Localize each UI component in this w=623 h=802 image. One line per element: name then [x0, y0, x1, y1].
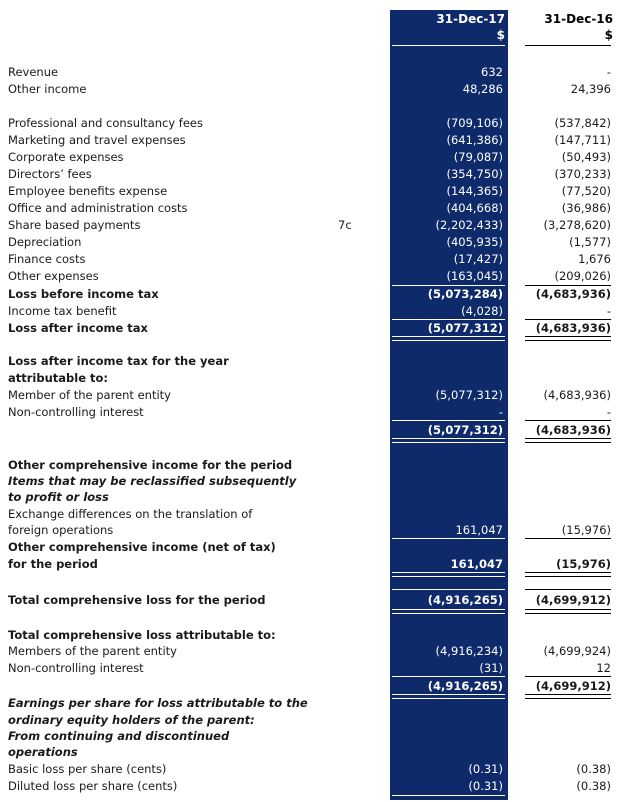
section-subheading: Items that may be reclassified subsequently [8, 474, 297, 488]
value-2016: (4,683,936) [535, 423, 611, 437]
row-loss-after-tax [0, 320, 623, 337]
col1-header-date: 31-Dec-17 [436, 12, 505, 26]
row-label: Finance costs [8, 252, 86, 266]
subtotal-rule [525, 589, 611, 590]
row-diluted-eps [0, 778, 623, 795]
row-label: Members of the parent entity [8, 644, 177, 658]
value-2017: (5,077,312) [427, 321, 503, 335]
value-2017: (79,087) [453, 150, 503, 164]
section-heading: ordinary equity holders of the parent: [8, 713, 255, 727]
total-double-rule [392, 438, 505, 443]
row-label: Professional and consultancy fees [8, 116, 204, 130]
value-2016: 24,396 [570, 82, 611, 96]
row-section-heading [0, 712, 623, 729]
row-label: Directors’ fees [8, 167, 92, 181]
row-oci-total [0, 556, 623, 573]
row-section-heading [0, 695, 623, 712]
total-double-rule [525, 572, 611, 577]
value-2016: (4,699,924) [543, 644, 611, 658]
subtotal-rule [392, 676, 505, 677]
value-2016: (15,976) [561, 523, 611, 537]
row-label: Non-controlling interest [8, 405, 144, 419]
row-label: Loss before income tax [8, 287, 159, 301]
total-double-rule [392, 336, 505, 341]
value-2016: (0.38) [576, 762, 611, 776]
row-label: Marketing and travel expenses [8, 133, 186, 147]
section-heading: operations [8, 745, 78, 759]
section-heading: From continuing and discontinued [8, 729, 230, 743]
section-heading: Loss after income tax for the year [8, 354, 229, 368]
row-section-heading [0, 627, 623, 644]
row-share-based-payments [0, 217, 623, 234]
row-member-parent [0, 387, 623, 404]
row-exchange-differences [0, 506, 623, 523]
value-2017: (31) [479, 661, 503, 675]
row-marketing-travel [0, 132, 623, 149]
value-2017: (5,073,284) [427, 287, 503, 301]
row-professional-fees [0, 115, 623, 132]
subtotal-rule [392, 420, 505, 421]
value-2017: (2,202,433) [435, 218, 503, 232]
row-label: Corporate expenses [8, 150, 124, 164]
value-2017: (354,750) [446, 167, 503, 181]
row-label: Employee benefits expense [8, 184, 168, 198]
value-2016: (537,842) [554, 116, 611, 130]
row-label: Member of the parent entity [8, 388, 171, 402]
value-2017: (163,045) [446, 269, 503, 283]
value-2017: (709,106) [446, 116, 503, 130]
col2-header-rule [525, 45, 611, 46]
row-attributable-total [0, 678, 623, 695]
value-2017: 632 [481, 65, 503, 79]
value-2016: (15,976) [556, 557, 611, 571]
value-2017: (405,935) [446, 235, 503, 249]
value-2016: - [606, 405, 611, 419]
value-2016: (1,577) [569, 235, 611, 249]
value-2016: (4,683,936) [535, 321, 611, 335]
value-2016: - [606, 304, 611, 318]
value-2017: (4,916,234) [435, 644, 503, 658]
section-heading: Total comprehensive loss attributable to: [8, 628, 276, 642]
value-2017: (0.31) [468, 779, 503, 793]
row-basic-eps [0, 761, 623, 778]
row-members-parent [0, 643, 623, 660]
subtotal-rule [392, 795, 505, 796]
row-depreciation [0, 234, 623, 251]
row-label: Revenue [8, 65, 59, 79]
row-revenue [0, 64, 623, 81]
col2-header-unit: $ [604, 28, 613, 42]
row-office-admin [0, 200, 623, 217]
row-label: Income tax benefit [8, 304, 117, 318]
row-non-controlling [0, 404, 623, 421]
subtotal-rule [525, 676, 611, 677]
value-2016: - [606, 65, 611, 79]
value-2016: (4,699,912) [535, 593, 611, 607]
row-other-expenses [0, 268, 623, 285]
row-label: Other expenses [8, 269, 99, 283]
row-section-heading [0, 744, 623, 761]
subtotal-rule [525, 420, 611, 421]
value-2017: (4,028) [461, 304, 503, 318]
value-2016: (370,233) [554, 167, 611, 181]
row-employee-benefits [0, 183, 623, 200]
value-2016: 12 [596, 661, 611, 675]
value-2017: 161,047 [450, 557, 503, 571]
row-loss-before-tax [0, 286, 623, 303]
row-label: Other income [8, 82, 87, 96]
row-label: Diluted loss per share (cents) [8, 779, 178, 793]
value-2017: 161,047 [455, 523, 503, 537]
row-non-controlling [0, 660, 623, 677]
row-section-heading [0, 728, 623, 745]
value-2016: (4,699,912) [535, 679, 611, 693]
row-section-subheading [0, 473, 623, 490]
col1-header-rule [392, 45, 505, 46]
row-label: Basic loss per share (cents) [8, 762, 167, 776]
row-label: Office and administration costs [8, 201, 188, 215]
value-2017: (0.31) [468, 762, 503, 776]
total-double-rule [525, 336, 611, 341]
value-2016: (4,683,936) [543, 388, 611, 402]
value-2017: - [498, 405, 503, 419]
value-2016: (3,278,620) [543, 218, 611, 232]
value-2017: (4,916,265) [427, 679, 503, 693]
col1-header-unit: $ [496, 28, 505, 42]
row-label: Non-controlling interest [8, 661, 144, 675]
row-directors-fees [0, 166, 623, 183]
value-2017: (404,668) [446, 201, 503, 215]
row-label: Total comprehensive loss for the period [8, 593, 266, 607]
row-section-heading [0, 457, 623, 474]
row-finance-costs [0, 251, 623, 268]
total-double-rule [525, 609, 611, 614]
row-label: Other comprehensive income (net of tax) [8, 540, 276, 554]
row-oci-heading [0, 539, 623, 556]
total-double-rule [392, 572, 505, 577]
value-2017: (5,077,312) [427, 423, 503, 437]
row-corporate-expenses [0, 149, 623, 166]
value-2017: (5,077,312) [435, 388, 503, 402]
row-other-income [0, 81, 623, 98]
row-foreign-operations [0, 522, 623, 539]
value-2016: (4,683,936) [535, 287, 611, 301]
row-label: Loss after income tax [8, 321, 148, 335]
total-double-rule [392, 609, 505, 614]
note-reference: 7c [338, 218, 352, 232]
value-2017: (4,916,265) [427, 593, 503, 607]
row-section-subheading [0, 489, 623, 506]
value-2017: (17,427) [453, 252, 503, 266]
row-section-heading [0, 370, 623, 387]
value-2016: 1,676 [578, 252, 611, 266]
row-total-comprehensive-loss [0, 592, 623, 609]
section-heading: attributable to: [8, 371, 109, 385]
subtotal-rule [392, 589, 505, 590]
section-heading: Earnings per share for loss attributable to the [8, 696, 308, 710]
row-label: Depreciation [8, 235, 82, 249]
value-2016: (36,986) [561, 201, 611, 215]
row-label: Share based payments [8, 218, 141, 232]
value-2016: (50,493) [561, 150, 611, 164]
value-2017: 48,286 [462, 82, 503, 96]
section-heading: Other comprehensive income for the period [8, 458, 293, 472]
row-label: foreign operations [8, 523, 114, 537]
value-2016: (209,026) [554, 269, 611, 283]
value-2017: (641,386) [446, 133, 503, 147]
row-label: for the period [8, 557, 98, 571]
section-subheading: to profit or loss [8, 490, 109, 504]
row-label: Exchange differences on the translation of [8, 507, 253, 521]
value-2016: (77,520) [561, 184, 611, 198]
value-2016: (0.38) [576, 779, 611, 793]
value-2016: (147,711) [554, 133, 611, 147]
col2-header-date: 31-Dec-16 [544, 12, 613, 26]
row-income-tax-benefit [0, 303, 623, 320]
row-attributable-total [0, 422, 623, 439]
total-double-rule [525, 438, 611, 443]
value-2017: (144,365) [446, 184, 503, 198]
row-section-heading [0, 353, 623, 370]
